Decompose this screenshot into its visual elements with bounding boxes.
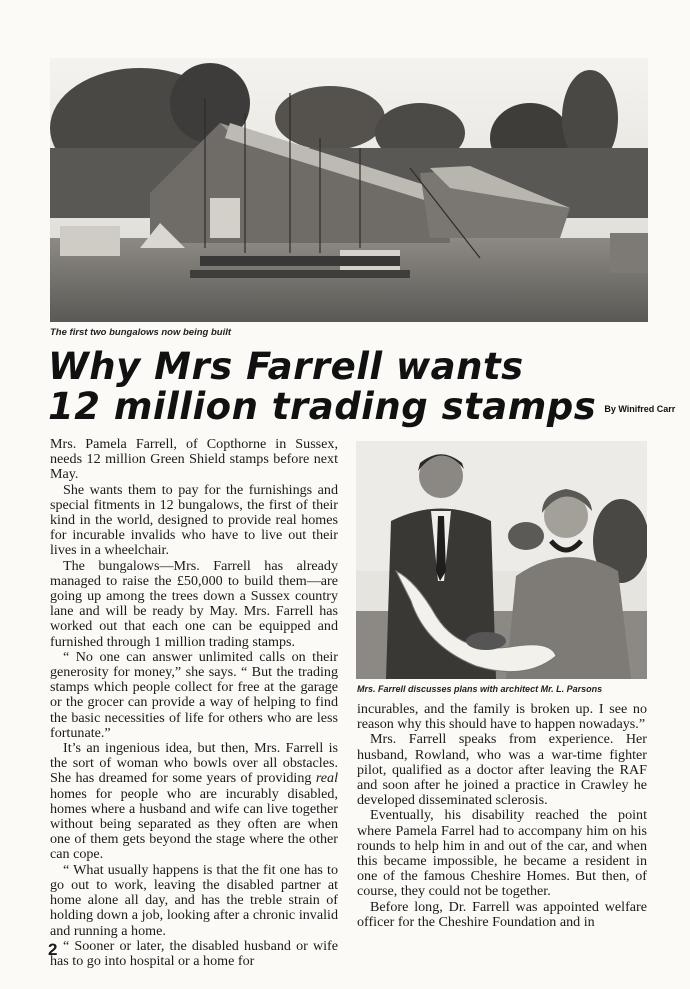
paragraph: Before long, Dr. Farrell was appointed welfare officer for the Cheshire Foundation and in (357, 898, 647, 930)
paragraph: “ Sooner or later, the disabled husband or wife has to go into hospital or a home for (50, 937, 338, 969)
top-photo-caption: The first two bungalows now being built (50, 327, 232, 338)
left-column (50, 437, 338, 969)
paragraph: The bungalows—Mrs. Farrell has already managed to raise the £50,000 to build them—are going up among the trees down a Sussex country lane and will be ready by May. Mrs. Farrell has worked out that each one can be equipped and furnished through 1 million trading stamps. (50, 557, 338, 650)
headline-line-1: Why Mrs Farrell wants (48, 345, 524, 388)
farrell-architect-photo (356, 441, 647, 679)
headline-line-2-wrap (48, 387, 675, 429)
paragraph-text-cont: homes for people who are incurably disabled, homes where a husband and wife can live together without being separated as they often are when one of them gets beyond the stage where the other can cope. (50, 785, 338, 863)
paragraph: Mrs. Farrell speaks from experience. Her husband, Rowland, who was a war-time fighter pilot, qualified as a doctor after leaving the RAF and soon after he joined a practice in Crawley he developed disseminated sclerosis. (357, 731, 647, 809)
right-photo-caption: Mrs. Farrell discusses plans with architect Mr. L. Parsons (357, 684, 603, 694)
right-column (357, 702, 647, 930)
paragraph: She wants them to pay for the furnishings and special fitments in 12 bungalows, the first of their kind in the world, designed to provide real homes for incurable invalids who have to live out their lives in a wheelchair. (50, 481, 338, 559)
bungalow-construction-photo (50, 58, 648, 322)
paragraph (50, 741, 338, 863)
paragraph: Mrs. Pamela Farrell, of Copthorne in Sussex, needs 12 million Green Shield stamps before next May. (50, 436, 338, 483)
emphasis: real (315, 770, 338, 787)
paragraph-text: It’s an ingenious idea, but then, Mrs. Farrell is the sort of woman who bowls over all obstacles. She has dreamed for some years of providing (50, 740, 338, 787)
paragraph: “ What usually happens is that the fit one has to go out to work, leaving the disabled partner at home alone all day, and has the treble strain of holding down a job, looking after a chronic invalid and running a home. (50, 861, 338, 939)
headline-line-2: 12 million trading stamps (48, 385, 597, 428)
page-number: 2 (48, 940, 58, 959)
paragraph: incurables, and the family is broken up. I see no reason why this should have to happen nowadays.” (357, 701, 647, 733)
headline (48, 347, 675, 429)
byline: By Winifred Carr (604, 403, 676, 414)
paragraph: “ No one can answer unlimited calls on their generosity for money,” she says. “ But the trading stamps which people collect for free at the garage or the grocer can provide a way of helping to find the basic necessities of life for others who are less fortunate.” (50, 648, 338, 741)
paragraph: Eventually, his disability reached the point where Pamela Farrel had to accompany him on his rounds to help him in and out of the car, and when this became impossible, he became a resident in one of the famous Cheshire Homes. But then, of course, they could not be together. (357, 807, 647, 900)
